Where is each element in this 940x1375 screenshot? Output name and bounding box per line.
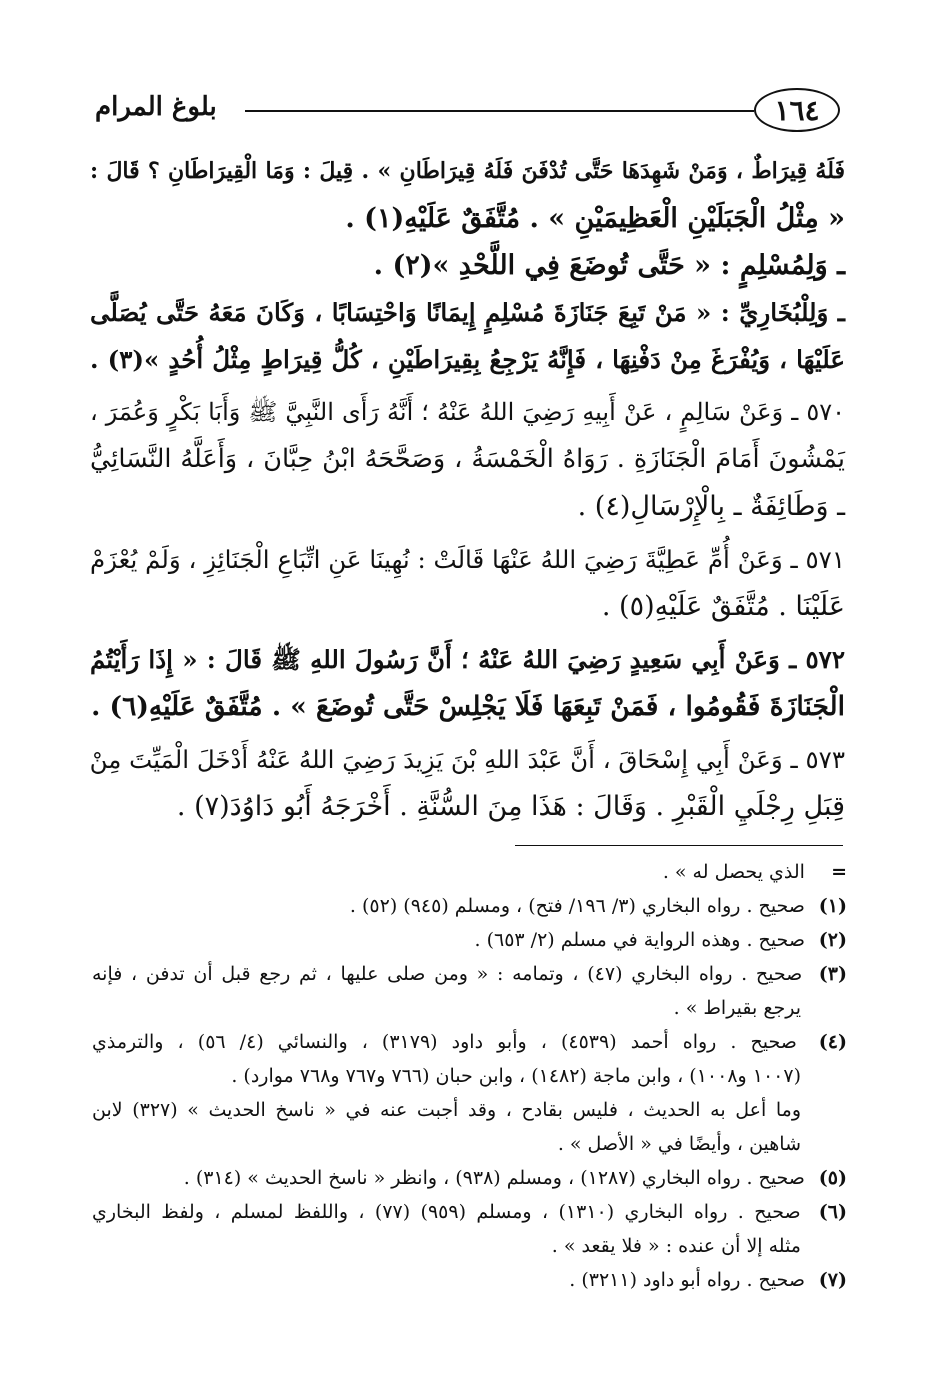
footnote-5 (92, 1161, 847, 1195)
footnote-text: يرجع بقيراط » . (673, 997, 801, 1019)
page-number: ١٦٤ (754, 88, 840, 132)
footnote-text: صحيح . وهذه الرواية في مسلم (٢/ ٦٥٣) . (474, 929, 805, 951)
footnote-number: (٢) (818, 929, 847, 951)
footnote-number: (٣) (818, 963, 847, 985)
hadith-573-line: ٥٧٣ ـ وَعَنْ أَبِي إِسْحَاقَ ، أَنَّ عَبْدَ اللهِ بْنَ يَزِيدَ رَضِيَ اللهُ عَنْهُ أَدْخَلَ الْمَيِّتَ مِنْ (89, 745, 845, 774)
footnote-6 (92, 1195, 847, 1229)
footnote-text: صحيح . رواه البخاري (٤٧) ، وتمامه : « ومن صلى عليها ، ثم رجع قبل أن تدفن ، فإنه (92, 963, 803, 985)
hadith-571-line: ٥٧١ ـ وَعَنْ أُمِّ عَطِيَّةَ رَضِيَ اللهُ عَنْهَا قَالَتْ : نُهِينَا عَنِ اتِّبَاعِ الْجَنَائِزِ ، وَلَمْ يُعْزَمْ (90, 545, 845, 574)
hadith-572-line: ٥٧٢ ـ وَعَنْ أَبِي سَعِيدٍ رَضِيَ اللهُ عَنْهُ ؛ أَنَّ رَسُولَ اللهِ ﷺ قَالَ : « إِذَا رَأَيْتُمُ (90, 645, 845, 674)
text-line: ـ وَطَائِفَةٌ ـ بِالْإِرْسَالِ(٤) . (577, 491, 845, 522)
footnote-number: (١) (818, 895, 847, 917)
text-line: يَمْشُونَ أَمَامَ الْجَنَازَةِ . رَوَاهُ الْخَمْسَةُ ، وَصَحَّحَهُ ابْنُ حِبَّانَ ، وَأَعَلَّهُ النَّسَائِيُّ (90, 444, 845, 474)
footnote-text: صحيح . رواه أحمد (٤٥٣٩) ، وأبو داود (٣١٧٩) ، والنسائي (٤/ ٥٦) ، والترمذي (92, 1031, 797, 1053)
footnote-1 (92, 889, 847, 923)
footnote-number: = (831, 861, 847, 883)
footnote-number: (٧) (818, 1269, 847, 1291)
footnote-continuation (92, 855, 847, 889)
text-line: ـ وَلِمُسْلِمٍ : « حَتَّى تُوضَعَ فِي اللَّحْدِ »(٢) . (373, 250, 845, 281)
footnote-text: وما أعل به الحديث ، فليس بقادح ، وقد أجبت عنه في « ناسخ الحديث » (٣٢٧) لابن (92, 1099, 801, 1121)
footnote-3 (92, 957, 847, 991)
footnote-7 (92, 1263, 847, 1297)
text-line: عَلَيْهَا ، وَيُفْرَغَ مِنْ دَفْنِهَا ، فَإِنَّهُ يَرْجِعُ بِقِيرَاطَيْنِ ، كُلُّ قِيرَاطٍ مِثْلُ أُحُدٍ »(٣) . (90, 345, 845, 374)
footnote-2 (92, 923, 847, 957)
footnote-text: صحيح . رواه البخاري (١٣١٠) ، ومسلم (٩٥٩) (٧٧) ، واللفظ لمسلم ، ولفظ البخاري (92, 1201, 801, 1223)
footnotes (92, 855, 847, 1297)
footnote-4 (92, 1025, 847, 1059)
footnote-text: صحيح . رواه البخاري (١٢٨٧) ، ومسلم (٩٣٨) ، وانظر « ناسخ الحديث » (٣١٤) . (183, 1167, 805, 1189)
footnote-text: شاهين ، وأيضًا في « الأصل » . (557, 1133, 801, 1155)
hadith-570-line: ٥٧٠ ـ وَعَنْ سَالِمٍ ، عَنْ أَبِيهِ رَضِيَ اللهُ عَنْهُ ؛ أَنَّهُ رَأَى النَّبِيَّ ﷺ وَأَبَا بَكْرٍ وَعُمَرَ ، (90, 398, 845, 426)
footnote-number: (٦) (818, 1201, 847, 1223)
text-line: فَلَهُ قِيرَاطٌ ، وَمَنْ شَهِدَهَا حَتَّى تُدْفَنَ فَلَهُ قِيرَاطَانِ » . قِيلَ : وَمَا الْقِيرَاطَانِ ؟ قَالَ : (90, 158, 845, 184)
text-line: عَلَيْنَا . مُتَّفَقٌ عَلَيْهِ(٥) . (601, 591, 845, 622)
main-text (90, 148, 845, 830)
text-line: ـ وَلِلْبُخَارِيِّ : « مَنْ تَبِعَ جَنَازَةَ مُسْلِمٍ إِيمَانًا وَاحْتِسَابًا ، وَكَانَ مَعَهُ حَتَّى يُصَلَّى (90, 298, 845, 327)
page-header (95, 88, 840, 138)
footnote-text: الذي يحصل له » . (662, 861, 805, 883)
footnote-text: صحيح . رواه البخاري (٣/ ١٩٦/ فتح) ، ومسلم (٩٤٥) (٥٢) . (349, 895, 805, 917)
footnote-number: (٤) (818, 1031, 847, 1053)
footnote-number: (٥) (818, 1167, 847, 1189)
header-rule (245, 110, 754, 112)
text-line: قِبَلِ رِجْلَيِ الْقَبْرِ . وَقَالَ : هَذَا مِنَ السُّنَّةِ . أَخْرَجَهُ أَبُو دَاوُدَ(٧) . (176, 791, 845, 822)
text-line: « مِثْلُ الْجَبَلَيْنِ الْعَظِيمَيْنِ » . مُتَّفَقٌ عَلَيْهِ(١) . (345, 203, 845, 234)
footnote-text: (١٠٠٧ و١٠٠٨) ، وابن ماجة (١٤٨٢) ، وابن حبان (٧٦٦ و٧٦٧ و٧٦٨ موارد) . (231, 1065, 801, 1087)
text-line: الْجَنَازَةَ فَقُومُوا ، فَمَنْ تَبِعَهَا فَلَا يَجْلِسْ حَتَّى تُوضَعَ » . مُتَّفَقٌ عَلَيْهِ(٦) . (91, 691, 845, 722)
footnote-text: مثله إلا أن عنده : « فلا يقعد » . (551, 1235, 801, 1257)
footnote-text: صحيح . رواه أبو داود (٣٢١١) . (569, 1269, 805, 1291)
book-title: بلوغ المرام (95, 92, 217, 122)
footnote-separator (515, 845, 843, 846)
